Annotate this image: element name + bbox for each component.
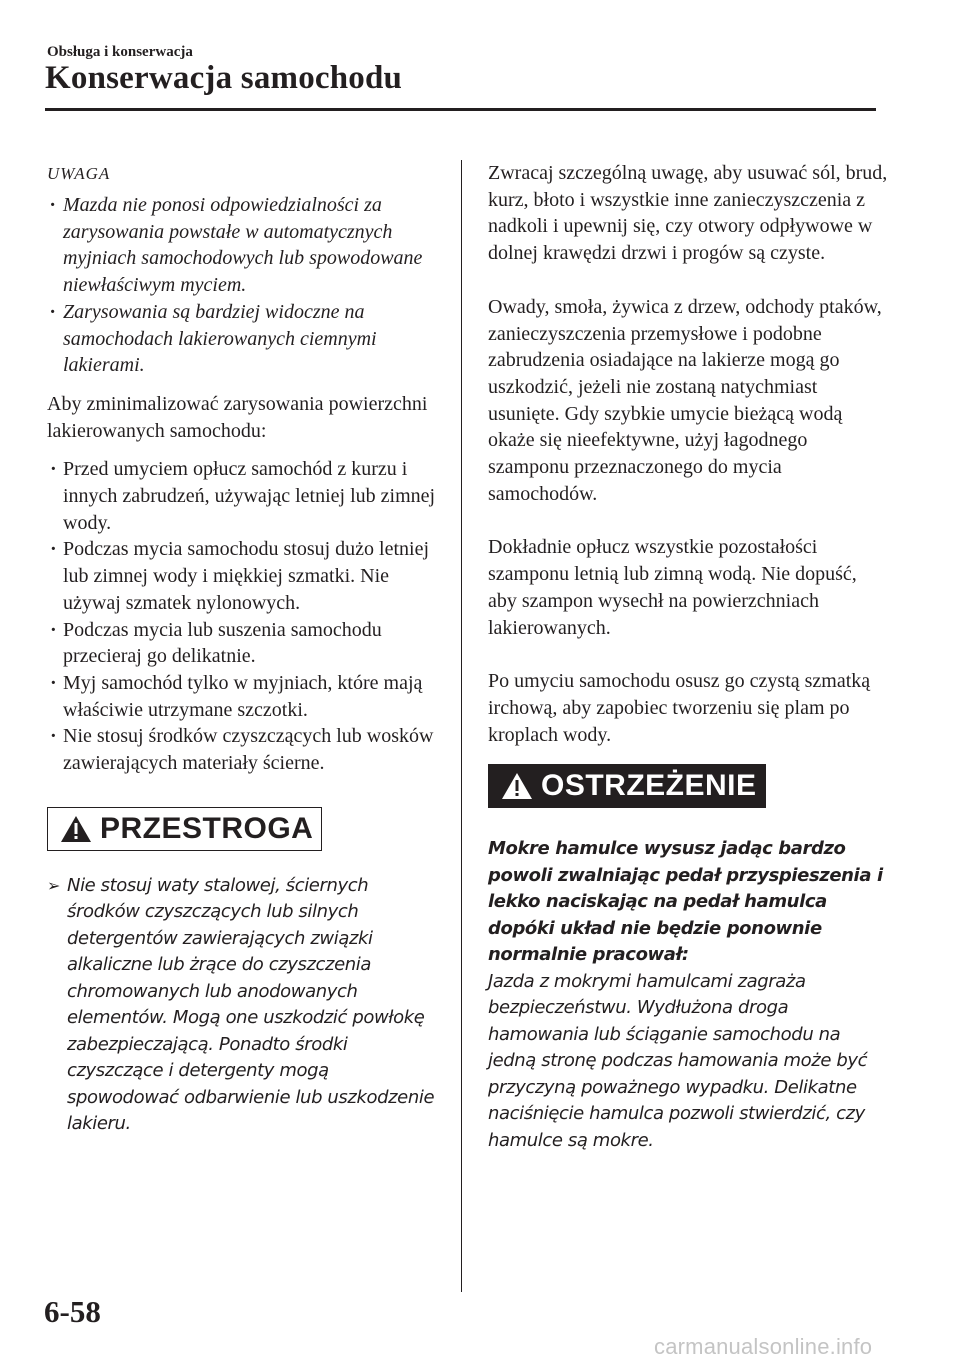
warning-text: Jazda z mokrymi hamulcami zagraża bezpieczeństwu. Wydłużona droga hamowania lub ściąganie samochodu na jedną stronę podczas hamowania może być przyczyną poważnego wypadku. Delikatne naciśnięcie hamulca pozwoli stwierdzić, czy hamulce są mokre. bbox=[488, 970, 868, 1151]
steps-list bbox=[47, 456, 442, 776]
paragraph: Po umyciu samochodu osusz go czystą szmatką irchową, aby zapobiec tworzeniu się plam po kroplach wody. bbox=[488, 670, 871, 746]
watermark: carmanualsonline.info bbox=[654, 1334, 873, 1359]
paragraph: Zwracaj szczególną uwagę, aby usuwać sól, brud, kurz, błoto i wszystkie inne zanieczyszczenia z nadkoli i upewnij się, czy otwory odpływowe w dolnej krawędzi drzwi i progów są czyste. bbox=[488, 162, 888, 265]
page-number: 6-58 bbox=[44, 1294, 101, 1329]
warning-label: OSTRZEŻENIE bbox=[541, 769, 757, 803]
note-item: · Mazda nie ponosi odpowiedzialności za zarysowania powstałe w automatycznych myjniach samochodowych lub spowodowane niewłaściwym myciem. bbox=[47, 192, 442, 299]
paragraph: Owady, smoła, żywica z drzew, odchody ptaków, zanieczyszczenia przemysłowe i podobne zabrudzenia osiadające na lakierze mogą go uszkodzić, jeżeli nie zostaną natychmiast usunięte. Gdy szybkie umycie bieżącą wodą okaże się nieefektywne, użyj łagodnego szamponu przeznaczonego do mycia samochodów. bbox=[488, 295, 882, 505]
warning-banner bbox=[488, 764, 766, 808]
note-item: · Zarysowania są bardziej widoczne na samochodach lakierowanych ciemnymi lakierami. bbox=[47, 299, 442, 379]
left-column bbox=[47, 160, 442, 1138]
warning-triangle-icon bbox=[501, 772, 533, 800]
step-item: · Podczas mycia samochodu stosuj dużo letniej lub zimnej wody i miękkiej szmatki. Nie używaj szmatek nylonowych. bbox=[47, 536, 442, 616]
warning-bold-text: Mokre hamulce wysusz jadąc bardzo powoli zwalniając pedał przyspieszenia i lekko naciskając na pedał hamulca dopóki układ nie będzie ponownie normalnie pracował: bbox=[488, 838, 883, 966]
caution-marker: ➢ bbox=[47, 875, 61, 895]
step-item: · Przed umyciem opłucz samochód z kurzu i innych zabrudzeń, używając letniej lub zimnej wody. bbox=[47, 456, 442, 536]
warning-triangle-icon bbox=[60, 815, 92, 843]
caution-banner bbox=[47, 807, 322, 851]
caution-item bbox=[47, 873, 442, 1138]
step-item: · Nie stosuj środków czyszczących lub wosków zawierających materiały ścierne. bbox=[47, 723, 442, 776]
caution-label: PRZESTROGA bbox=[100, 811, 314, 845]
page-title: Konserwacja samochodu bbox=[45, 60, 403, 96]
paragraph: Dokładnie opłucz wszystkie pozostałości szamponu letnią lub zimną wodą. Nie dopuść, aby szampon wysechł na powierzchniach lakierowanych. bbox=[488, 536, 857, 639]
section-name: Obsługa i konserwacja bbox=[47, 44, 193, 60]
header-rule bbox=[45, 108, 876, 111]
caution-text: Nie stosuj waty stalowej, ściernych środków czyszczących lub silnych detergentów zawierających związki alkaliczne lub żrące do czyszczenia chromowanych lub anodowanych elementów. Mogą one uszkodzić powłokę zabezpieczającą. Ponadto środki czyszczące i detergenty mogą spowodować odbarwienie lub uszkodzenie lakieru. bbox=[67, 874, 435, 1135]
column-divider bbox=[461, 160, 462, 1292]
step-item: · Myj samochód tylko w myjniach, które mają właściwie utrzymane szczotki. bbox=[47, 670, 442, 723]
note-label: UWAGA bbox=[47, 164, 111, 183]
intro-paragraph: Aby zminimalizować zarysowania powierzchni lakierowanych samochodu: bbox=[47, 392, 428, 442]
right-column bbox=[488, 160, 888, 1154]
note-list bbox=[47, 192, 442, 379]
step-item: · Podczas mycia lub suszenia samochodu przecieraj go delikatnie. bbox=[47, 617, 442, 670]
